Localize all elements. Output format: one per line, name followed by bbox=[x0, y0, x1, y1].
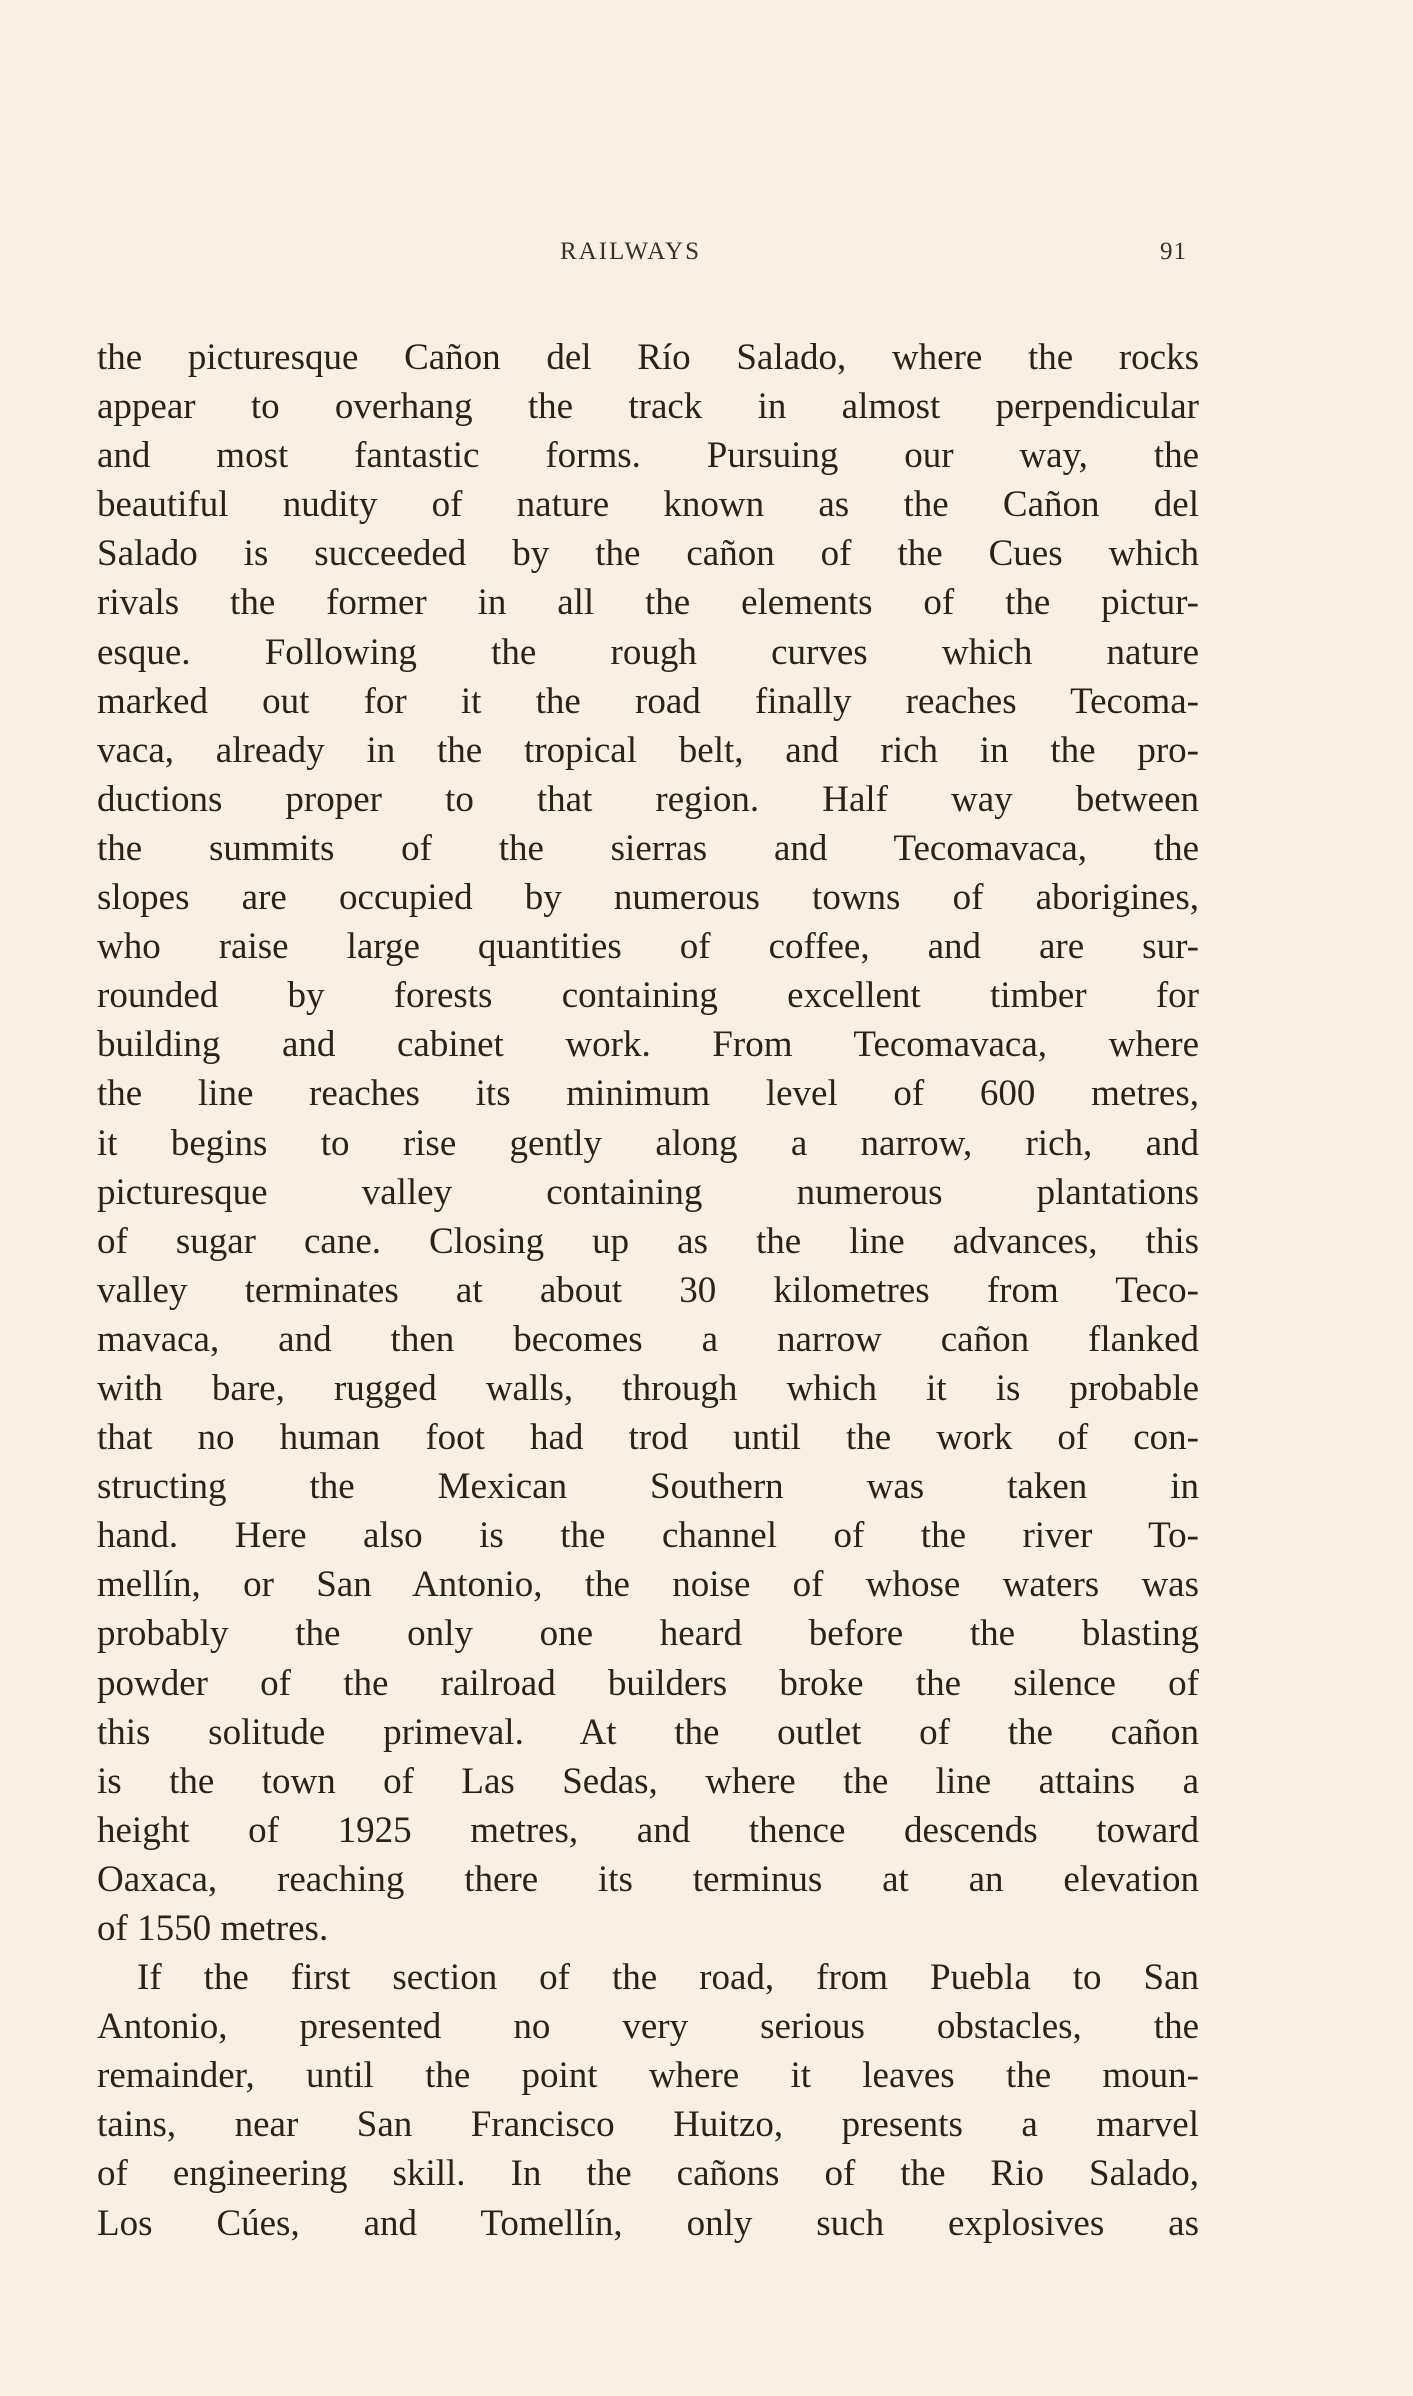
text-line: of sugar cane. Closing up as the line advances, this bbox=[97, 1220, 1199, 1262]
text-line: ductions proper to that region. Half way between bbox=[97, 778, 1199, 820]
text-line: appear to overhang the track in almost perpendicular bbox=[97, 386, 1199, 428]
text-line: mellín, or San Antonio, the noise of whose waters was bbox=[97, 1564, 1199, 1606]
text-line: probably the only one heard before the blasting bbox=[97, 1613, 1199, 1655]
text-line: of 1550 metres. bbox=[97, 1908, 329, 1949]
text-line: building and cabinet work. From Tecomavaca, where bbox=[97, 1024, 1199, 1066]
text-line: rivals the former in all the elements of the pictur- bbox=[97, 582, 1199, 624]
running-title: RAILWAYS bbox=[560, 238, 702, 265]
text-line: is the town of Las Sedas, where the line attains a bbox=[97, 1760, 1199, 1802]
text-line: hand. Here also is the channel of the river To- bbox=[97, 1515, 1199, 1557]
text-line: this solitude primeval. At the outlet of the cañon bbox=[97, 1711, 1199, 1753]
text-line: who raise large quantities of coffee, and are sur- bbox=[97, 926, 1199, 968]
text-line: it begins to rise gently along a narrow, rich, and bbox=[97, 1122, 1199, 1164]
text-line: Antonio, presented no very serious obstacles, the bbox=[97, 2006, 1199, 2048]
text-line: and most fantastic forms. Pursuing our way, the bbox=[97, 435, 1199, 477]
text-line: remainder, until the point where it leaves the moun- bbox=[97, 2055, 1199, 2097]
text-line: of engineering skill. In the cañons of the Rio Salado, bbox=[97, 2153, 1199, 2195]
text-line: vaca, already in the tropical belt, and rich in the pro- bbox=[97, 729, 1199, 771]
text-line: marked out for it the road finally reaches Tecoma- bbox=[97, 680, 1199, 722]
text-line: picturesque valley containing numerous plantations bbox=[97, 1171, 1199, 1213]
text-line: beautiful nudity of nature known as the Cañon del bbox=[97, 484, 1199, 526]
text-line: height of 1925 metres, and thence descends toward bbox=[97, 1809, 1199, 1851]
text-line: structing the Mexican Southern was taken in bbox=[97, 1466, 1199, 1508]
text-line: the picturesque Cañon del Río Salado, where the rocks bbox=[97, 337, 1199, 378]
text-line: that no human foot had trod until the work of con- bbox=[97, 1417, 1199, 1459]
running-head bbox=[0, 238, 1413, 278]
text-line: mavaca, and then becomes a narrow cañon flanked bbox=[97, 1318, 1199, 1360]
text-line: the summits of the sierras and Tecomavaca, the bbox=[97, 827, 1199, 869]
text-line: esque. Following the rough curves which nature bbox=[97, 631, 1199, 673]
text-line: If the first section of the road, from Puebla to San bbox=[137, 1957, 1199, 1999]
text-line: tains, near San Francisco Huitzo, presents a marvel bbox=[97, 2104, 1199, 2146]
text-line: slopes are occupied by numerous towns of aborigines, bbox=[97, 877, 1199, 919]
text-line: the line reaches its minimum level of 600 metres, bbox=[97, 1073, 1199, 1115]
text-line: with bare, rugged walls, through which it is probable bbox=[97, 1367, 1199, 1409]
text-line: Oaxaca, reaching there its terminus at an elevation bbox=[97, 1858, 1199, 1900]
page-number: 91 bbox=[1160, 238, 1187, 265]
text-line: powder of the railroad builders broke the silence of bbox=[97, 1662, 1199, 1704]
text-line: Los Cúes, and Tomellín, only such explosives as bbox=[97, 2202, 1199, 2244]
text-line: valley terminates at about 30 kilometres from Teco- bbox=[97, 1269, 1199, 1311]
text-line: rounded by forests containing excellent timber for bbox=[97, 975, 1199, 1017]
body-text bbox=[97, 333, 1199, 2248]
text-line: Salado is succeeded by the cañon of the Cues which bbox=[97, 533, 1199, 575]
